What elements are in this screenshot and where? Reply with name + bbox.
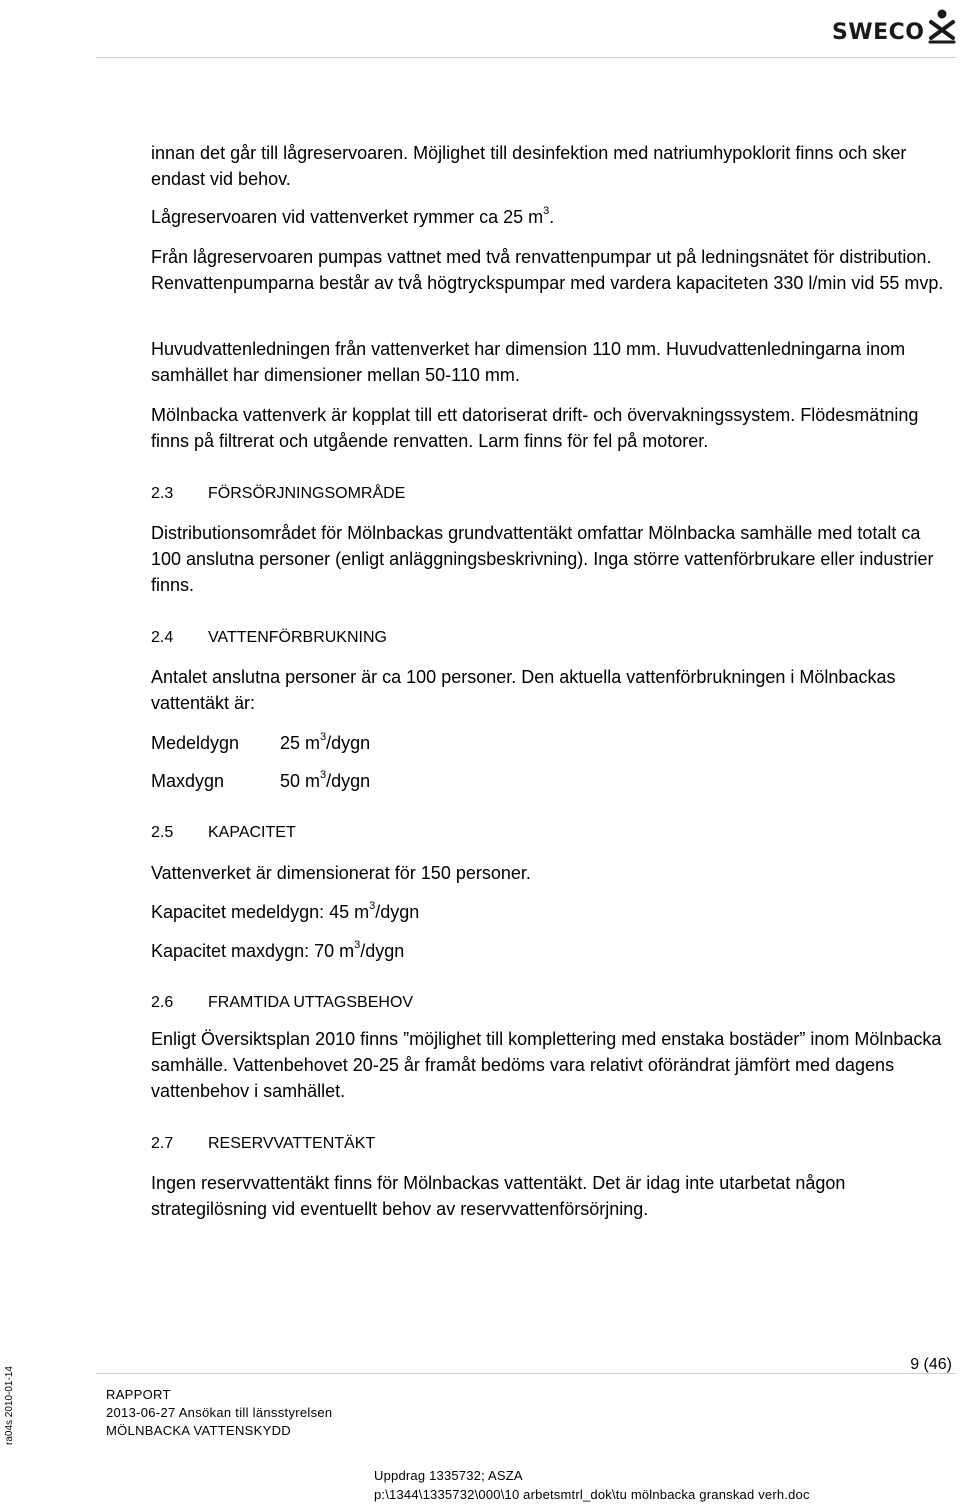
- footer-uppdrag: Uppdrag 1335732; ASZA: [374, 1468, 523, 1483]
- footer-divider: [96, 1373, 956, 1374]
- section-text-2-3: Distributionsområdet för Mölnbackas grundvattentäkt omfattar Mölnbacka samhälle med totalt ca 100 anslutna personer (enligt anläggningsbeskrivning). Inga större vattenförbrukare eller industrier finns.: [151, 523, 934, 595]
- paragraph-overvakning: Mölnbacka vattenverk är kopplat till ett datoriserat drift- och övervakningssystem. Flödesmätning finns på filtrerat och utgående renvatten. Larm finns för fel på motorer.: [151, 405, 919, 451]
- row-label-medeldygn: Medeldygn: [151, 733, 240, 753]
- side-document-code: ra04s 2010-01-14: [4, 1366, 15, 1445]
- paragraph-huvudvattenledning: Huvudvattenledningen från vattenverket har dimension 110 mm. Huvudvattenledningarna inom samhället har dimensioner mellan 50-110 mm.: [151, 339, 906, 385]
- row-value-medeldygn: 25 $m^3$/dygn: [280, 731, 371, 753]
- footer-report-info: [106, 1386, 332, 1440]
- kapacitet-maxdygn: Kapacitet maxdygn: 70 $m^3$/dygn: [151, 939, 405, 961]
- paragraph-lagreservoar: Lågreservoaren vid vattenverket rymmer ca 25 $m^3$.: [151, 205, 555, 227]
- section-heading-2-6: 2.6 FRAMTIDA UTTAGSBEHOV: [151, 994, 414, 1011]
- row-label-maxdygn: Maxdygn: [151, 771, 225, 791]
- section-text-2-6: Enligt Översiktsplan 2010 finns ”möjlighet till komplettering med enstaka bostäder” inom Mölnbacka samhälle. Vattenbehovet 20-25 år framåt bedöms vara relativt oförändrat jämfört med dagens vattenbehov i samhället.: [151, 1029, 942, 1101]
- footer-report-type: RAPPORT: [106, 1387, 171, 1402]
- paragraph-desinfektion: innan det går till lågreservoaren. Möjlighet till desinfektion med natriumhypoklorit finns och sker endast vid behov.: [151, 143, 907, 189]
- section-heading-2-7: 2.7 RESERVVATTENTÄKT: [151, 1135, 376, 1152]
- footer-file-info: [374, 1466, 810, 1504]
- section-text-2-7: Ingen reservvattentäkt finns för Mölnbackas vattentäkt. Det är idag inte utarbetat någon strategilösning vid eventuellt behov av reservvattenförsörjning.: [151, 1173, 846, 1219]
- section-text-2-5: Vattenverket är dimensionerat för 150 personer.: [151, 863, 531, 883]
- sweco-figure-icon: [928, 8, 956, 44]
- footer-project-name: MÖLNBACKA VATTENSKYDD: [106, 1423, 291, 1438]
- kapacitet-medeldygn: Kapacitet medeldygn: 45 $m^3$/dygn: [151, 900, 420, 922]
- footer-report-date: 2013-06-27 Ansökan till länsstyrelsen: [106, 1405, 333, 1420]
- section-heading-2-4: 2.4 VATTENFÖRBRUKNING: [151, 629, 387, 646]
- sweco-logo: [832, 8, 956, 48]
- section-heading-2-5: 2.5 KAPACITET: [151, 824, 296, 841]
- logo-text: SWECO: [832, 20, 925, 45]
- section-heading-2-3: 2.3 FÖRSÖRJNINGSOMRÅDE: [151, 485, 406, 502]
- header-divider: [96, 57, 956, 58]
- section-text-2-4: Antalet anslutna personer är ca 100 personer. Den aktuella vattenförbrukningen i Mölnbackas vattentäkt är:: [151, 667, 896, 713]
- footer-file-path: p:\1344\1335732\000\10 arbetsmtrl_dok\tu mölnbacka granskad verh.doc: [374, 1487, 810, 1502]
- paragraph-renvattenpumpar: Från lågreservoaren pumpas vattnet med två renvattenpumpar ut på ledningsnätet för distribution. Renvattenpumparna består av två högtryckspumpar med vardera kapaciteten 330 l/min vid 55 mvp.: [151, 247, 944, 293]
- page-number: 9 (46): [910, 1356, 952, 1373]
- row-value-maxdygn: 50 $m^3$/dygn: [280, 769, 371, 791]
